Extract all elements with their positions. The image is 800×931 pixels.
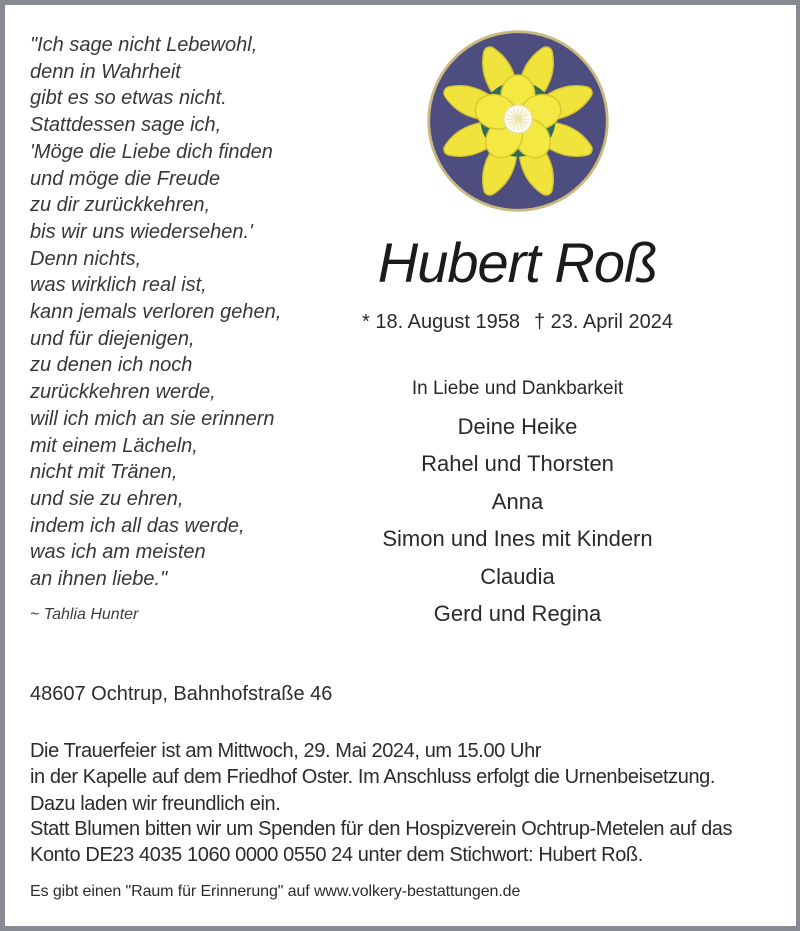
- poem-line: zu dir zurückkehren,: [30, 194, 211, 217]
- poem-line: will ich mich an sie erinnern: [30, 407, 275, 430]
- funeral-line: Die Trauerfeier ist am Mittwoch, 29. Mai 2024, um 15.00 Uhr: [30, 740, 542, 762]
- flower-center-starburst: [506, 108, 529, 131]
- mourner-name: Claudia: [480, 563, 555, 589]
- mourner-name: Simon und Ines mit Kindern: [382, 526, 653, 552]
- life-dates: [340, 311, 695, 334]
- poem-attribution: ~ Tahlia Hunter: [30, 606, 139, 623]
- poem-line: Denn nichts,: [30, 247, 142, 270]
- poem-line: 'Möge die Liebe dich finden: [30, 140, 273, 163]
- funeral-line: Dazu laden wir freundlich ein.: [30, 792, 281, 815]
- mourner-name: Rahel und Thorsten: [421, 451, 614, 477]
- obituary-card: [5, 5, 796, 926]
- poem-line: mit einem Lächeln,: [30, 434, 198, 457]
- poem-line: was wirklich real ist,: [30, 274, 207, 297]
- poem-line: zurückkehren werde,: [30, 381, 216, 404]
- poem-line: und für diejenigen,: [30, 327, 195, 350]
- poem-line: und sie zu ehren,: [30, 487, 184, 510]
- poem-line: bis wir uns wiedersehen.': [30, 220, 253, 243]
- poem-line: denn in Wahrheit: [30, 60, 181, 83]
- deceased-name: Hubert Roß: [377, 231, 658, 294]
- poem-line: gibt es so etwas nicht.: [30, 87, 227, 110]
- mourner-name: Deine Heike: [457, 414, 578, 439]
- poem-line: indem ich all das werde,: [30, 514, 245, 537]
- funeral-line: in der Kapelle auf dem Friedhof Oster. Im Anschluss erfolgt die Urnenbeisetzung.: [30, 766, 716, 789]
- funeral-details: [30, 738, 715, 817]
- donation-details: [30, 816, 732, 869]
- mourner-name: Anna: [491, 488, 544, 514]
- poem-line: Stattdessen sage ich,: [30, 114, 222, 137]
- mourners-list: [340, 408, 695, 632]
- poem-line: kann jemals verloren gehen,: [30, 301, 282, 324]
- lotus-flower-icon: [424, 27, 612, 215]
- flower-emblem: [340, 27, 695, 215]
- poem-line: "Ich sage nicht Lebewohl,: [30, 34, 258, 56]
- death-date: † 23. April 2024: [533, 311, 673, 333]
- poem-line: an ihnen liebe.": [30, 568, 168, 591]
- poem: [30, 32, 281, 593]
- poem-line: zu denen ich noch: [30, 354, 193, 377]
- tribute-intro: In Liebe und Dankbarkeit: [411, 378, 624, 399]
- poem-line: was ich am meisten: [30, 541, 206, 564]
- poem-line: nicht mit Tränen,: [30, 461, 178, 484]
- poem-line: und möge die Freude: [30, 167, 221, 190]
- address-line: 48607 Ochtrup, Bahnhofstraße 46: [30, 683, 333, 705]
- memorial-note: Es gibt einen "Raum für Erinnerung" auf www.volkery-bestattungen.de: [30, 883, 521, 900]
- donation-line: Statt Blumen bitten wir um Spenden für den Hospizverein Ochtrup-Metelen auf das: [30, 818, 733, 840]
- donation-line: Konto DE23 4035 1060 0000 0550 24 unter dem Stichwort: Hubert Roß.: [30, 844, 643, 867]
- birth-date: * 18. August 1958: [362, 311, 520, 333]
- mourner-name: Gerd und Regina: [433, 601, 602, 627]
